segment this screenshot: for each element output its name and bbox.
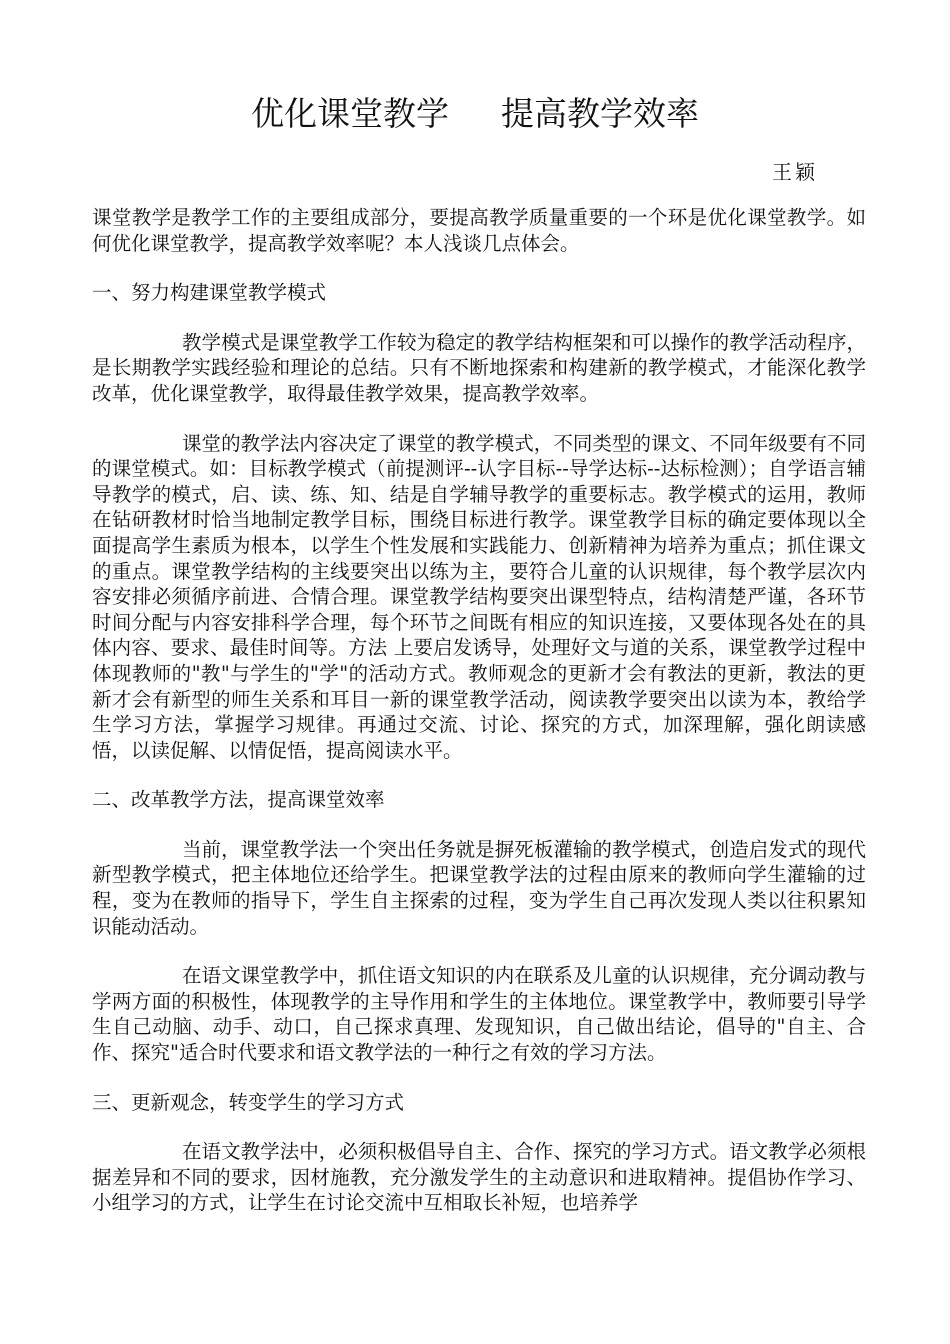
document-title <box>0 92 950 136</box>
title-part-2: 提高教学效率 <box>501 94 699 133</box>
section-3-paragraph-1: 在语文教学法中，必须积极倡导自主、合作、探究的学习方式。语文教学必须根据差异和不同的要求，因材施教，充分激发学生的主动意识和进取精神。提倡协作学习、小组学习的方式，让学生在讨论交流中互相取长补短，也培养学 <box>92 1140 866 1215</box>
section-1-heading: 一、努力构建课堂教学模式 <box>92 281 327 305</box>
section-2-paragraph-1: 当前，课堂教学法一个突出任务就是摒死板灌输的教学模式，创造启发式的现代新型教学模式，把主体地位还给学生。把课堂教学法的过程由原来的教师向学生灌输的过程，变为在教师的指导下，学生自主探索的过程，变为学生自己再次发现人类以往积累知识能动活动。 <box>92 837 866 938</box>
section-3-heading: 三、更新观念，转变学生的学习方式 <box>92 1090 405 1114</box>
author-name: 王颖 <box>772 160 818 184</box>
section-2-paragraph-2: 在语文课堂教学中，抓住语文知识的内在联系及儿童的认识规律，充分调动教与学两方面的积极性，体现教学的主导作用和学生的主体地位。课堂教学中，教师要引导学生自己动脑、动手、动口，自己探求真理、发现知识，自己做出结论，倡导的"自主、合作、探究"适合时代要求和语文教学法的一种行之有效的学习方法。 <box>92 964 866 1065</box>
section-1-paragraph-1: 教学模式是课堂教学工作较为稳定的教学结构框架和可以操作的教学活动程序，是长期教学实践经验和理论的总结。只有不断地探索和构建新的教学模式，才能深化教学改革，优化课堂教学，取得最佳教学效果，提高教学效率。 <box>92 330 866 405</box>
document-body <box>92 205 866 1216</box>
intro-paragraph: 课堂教学是教学工作的主要组成部分，要提高教学质量重要的一个环是优化课堂教学。如何优化课堂教学，提高教学效率呢？本人浅谈几点体会。 <box>92 206 866 255</box>
section-1-paragraph-2: 课堂的教学法内容决定了课堂的教学模式，不同类型的课文、不同年级要有不同的课堂模式。如：目标教学模式（前提测评--认字目标--导学达标--达标检测）；自学语言辅导教学的模式，启、读、练、知、结是自学辅导教学的重要标志。教学模式的运用，教师在钻研教材时恰当地制定教学目标，围绕目标进行教学。课堂教学目标的确定要体现以全面提高学生素质为根本，以学生个性发展和实践能力、创新精神为培养为重点；抓住课文的重点。课堂教学结构的主线要突出以练为主，要符合儿童的认识规律，每个教学层次内容安排必须循序前进、合情合理。课堂教学结构要突出课型特点，结构清楚严谨，各环节时间分配与内容安排科学合理，每个环节之间既有相应的知识连接，又要体现各处在的具体内容、要求、最佳时间等。方法 上要启发诱导，处理好文与道的关系，课堂教学过程中体现教师的"教"与学生的"学"的活动方式。教师观念的更新才会有教法的更新，教法的更新才会有新型的师生关系和耳目一新的课堂教学活动，阅读教学要突出以读为本，教给学生学习方法，掌握学习规律。再通过交流、讨论、探究的方式，加深理解，强化朗读感悟，以读促解、以情促悟，提高阅读水平。 <box>92 431 866 762</box>
section-2-heading: 二、改革教学方法，提高课堂效率 <box>92 788 385 812</box>
title-part-1: 优化课堂教学 <box>251 94 449 133</box>
